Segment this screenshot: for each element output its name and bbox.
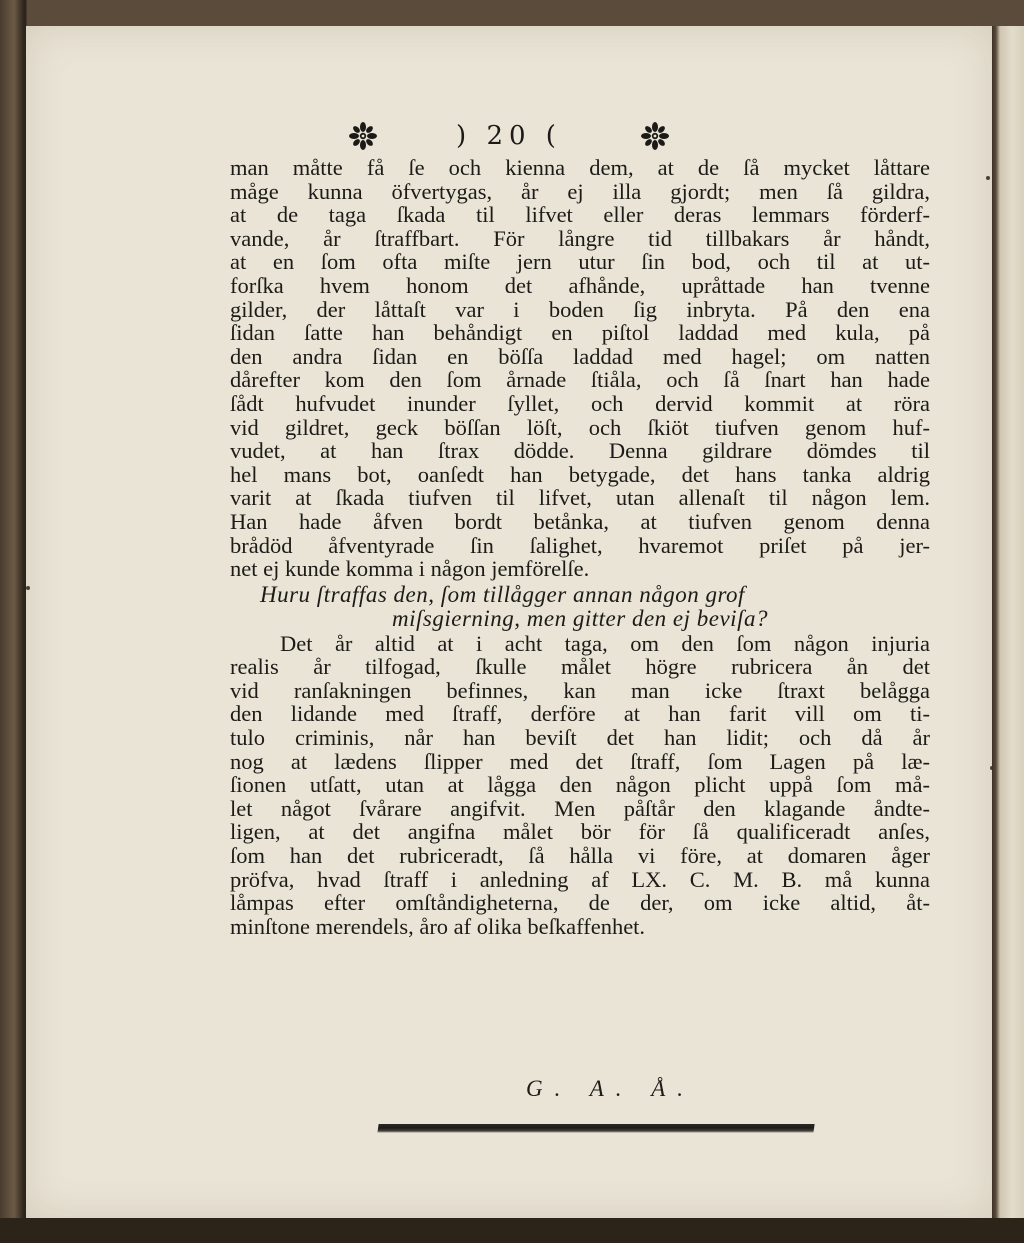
decorative-rule (377, 1124, 814, 1133)
text-line: gilder, der låttaſt var i boden ſig inbryta. På den ena (230, 296, 930, 322)
text-line: at de taga ſkada til lifvet eller deras lemmars förderf- (230, 202, 930, 228)
text-line: den andra ſidan en böſſa laddad med hagel; om natten (230, 343, 930, 369)
body-text (230, 156, 930, 938)
page-number: ) 20 ( (456, 121, 562, 151)
paragraph-trap-case (230, 156, 930, 581)
fleuron-ornament-icon (348, 121, 378, 151)
page-header (26, 114, 992, 158)
text-line: vid gildret, geck böſſan löſt, och ſkiöt tiufven genom huf- (230, 414, 930, 440)
scan-bottom-margin (0, 1218, 1024, 1243)
text-line: vande, år ſtraffbart. För långre tid tillbakars år håndt, (230, 225, 930, 251)
text-line: ſionen utſatt, utan at lågga den någon plicht uppå ſom må- (230, 772, 930, 798)
signature: G. A. Å. (526, 1076, 696, 1101)
section-heading (230, 583, 930, 631)
text-line: forſka hvem honom det afhånde, upråttade han tvenne (230, 272, 930, 298)
text-line: Det år altid at i acht taga, om den ſom någon injuria (280, 630, 930, 656)
text-line: man måtte få ſe och kienna dem, at de ſå mycket låttare (230, 155, 930, 180)
text-line: ligen, at det angifna målet bör för ſå qualificeradt anſes, (230, 819, 930, 845)
paragraph-injuria (230, 632, 930, 939)
text-line: tulo criminis, når han beviſt det han lidit; och då år (230, 725, 930, 751)
text-line: ſådt hufvudet inunder ſyllet, och dervid kommit at röra (230, 390, 930, 416)
text-line: nog at lædens ſlipper med det ſtraff, ſom Lagen på læ- (230, 748, 930, 774)
fleuron-ornament-icon (640, 121, 670, 151)
heading-line: miſsgierning, men gitter den ej beviſa? (392, 605, 768, 631)
text-line: måge kunna öfvertygas, år ej illa gjordt; men ſå gildra, (230, 178, 930, 204)
text-line: pröfva, hvad ſtraff i anledning af LX. C. M. B. må kunna (230, 866, 930, 892)
text-line: hel mans bot, oanſedt han betygade, det hans tanka aldrig (230, 461, 930, 487)
text-line: ſidan ſatte han behåndigt en piſtol laddad med kula, på (230, 320, 930, 346)
text-line: brådöd åfventyrade ſin ſalighet, hvaremot priſet på jer- (230, 532, 930, 558)
text-line: låmpas efter omſtåndigheterna, de der, om icke altid, åt- (230, 890, 930, 916)
text-line: realis år tilfogad, ſkulle målet högre rubricera ån det (230, 654, 930, 680)
ink-fleck (26, 586, 30, 590)
text-line: net ej kunde komma i någon jemförelſe. (230, 556, 590, 582)
text-line: vid ranſakningen befinnes, kan man icke ſtraxt belågga (230, 677, 930, 703)
ink-fleck (986, 176, 990, 180)
text-line: ſom han det rubriceradt, ſå hålla vi före, at domaren åger (230, 843, 930, 869)
next-page-edge (992, 26, 1024, 1218)
text-line: Han hade åfven bordt betånka, at tiufven genom denna (230, 508, 930, 534)
text-line: den lidande med ſtraff, derföre at han farit vill om ti- (230, 701, 930, 727)
text-line: varit at ſkada tiufven til lifvet, utan allenaſt til någon lem. (230, 485, 930, 511)
heading-line: Huru ſtraffas den, ſom tillågger annan någon grof (260, 581, 745, 607)
text-line: dårefter kom den ſom årnade ſtiåla, och ſå ſnart han hade (230, 367, 930, 393)
text-line: minſtone merendels, åro af olika beſkaffenhet. (230, 913, 646, 939)
text-line: let något ſvårare angifvit. Men påſtår den klagande åndte- (230, 795, 930, 821)
text-line: vudet, at han ſtrax dödde. Denna gildrare dömdes til (230, 438, 930, 464)
paper-page (26, 26, 992, 1218)
text-line: at en ſom ofta miſte jern utur ſin bod, och til at ut- (230, 249, 930, 275)
